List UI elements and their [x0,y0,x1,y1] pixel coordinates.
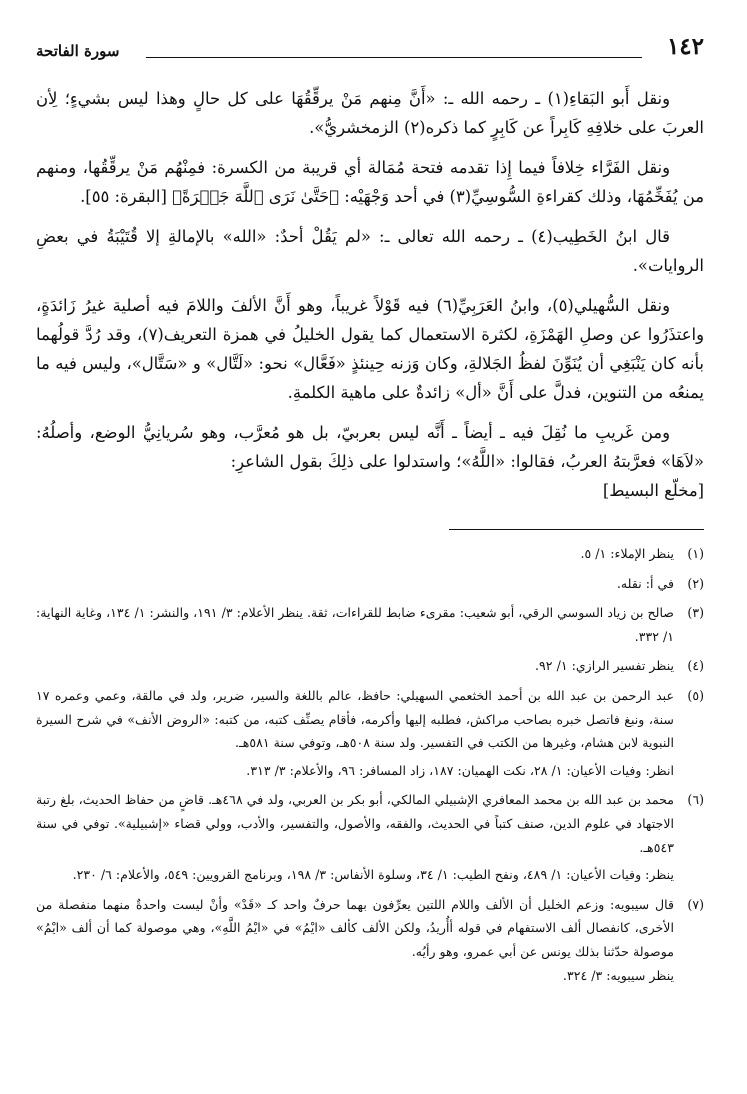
footnote-text: عبد الرحمن بن عبد الله بن أحمد الخثعمي السهيلي: حافظ، عالم باللغة والسير، ضرير، ولد في مالقة، وعمي وعمره ١٧ سنة، ونبغ فاتصل خبره بصاحب مراكش، فطلبه إليها وأكرمه، فأقام يصنِّف كتبه، من كتبه: «الروض الأنف» في شرح السيرة النبوية لابن هشام، وغيرها من الكتب في التفسير. ولد سنة ٥٠٨هـ، وتوفي سنة ٥٨١هـ. [36,687,674,751]
footnote-number: (٤) [687,658,704,674]
footnote-text: في أ: نقله. [616,575,674,591]
footnote-text: قال سيبويه: وزعم الخليل أن الألف واللام اللتين يعرِّفون بهما حرفٌ واحد كـ «قَدْ» وأنْ ليست واحدةٌ منهما منفصلة من الأخرى، كانفصال ألف الاستفهام في قوله أأُريدُ، ولكن الألف كألف «ايْمُ» في «ايْمُ اللَّهِ»، وهي موصولة كما أن ألف «ايْمُ» موصولة حدّثنا بذلك يونس عن أبي عمرو، وهو رأيُه. [36,896,674,959]
page-header [36,30,704,60]
paragraph: ونقل أَبو البَقاءِ(١) ـ رحمه الله ـ: «أَنَّ مِنهم مَنْ يرقِّقُهَا على كل حالٍ وهذا ليس بشيءٍ؛ لِأن العربَ على خلافِهِ كَابِراً عن كَابِرٍ كما ذكره(٢) الزمخشريُّ». [36,89,704,137]
footnote-text: محمد بن عبد الله بن محمد المعافري الإشبيلي المالكي، أبو بكر بن العربي، ولد في ٤٦٨هـ. قاضٍ من حفاظ الحديث، بلغ رتبة الاجتهاد في علوم الدين، صنف كتباً في الحديث، والفقه، والأصول، والتفسير، والأدب، وولي قضاء «إشبيلية». توفي في سنة ٥٤٣هـ. [36,792,674,855]
footnote [36,893,704,987]
page [36,30,704,993]
poetic-meter-label: [مخلّع البسيط] [602,481,704,500]
footnote [36,684,704,782]
footnote-references: ينظر سيبويه: ٣/ ٣٢٤. [562,967,674,983]
footnote-number: (٧) [687,896,704,912]
footnote [36,601,704,648]
footnote-references: ينظر: وفيات الأعيان: ١/ ٤٨٩، ونفح الطيب: ١/ ٣٤، وسلوة الأنفاس: ٣/ ١٩٨، وبرنامج القرويين: ٥٤٩، والأعلام: ٦/ ٢٣٠. [72,867,674,883]
footnote [36,542,704,566]
page-number: ١٤٢ [666,33,704,60]
footnote-text: ينظر تفسير الرازي: ١/ ٩٢. [535,658,674,674]
footnote-separator [449,529,704,530]
footnotes [36,542,704,987]
paragraph: ونقل الفَرَّاء خِلافاً فيما إِذا تقدمه فتحة مُمَالة أي قريبة من الكسرة: فمِنْهُم مَنْ يرقِّقُها، ومنهم من يُفَخِّمُهَا، وذلك كقراءةِ السُّوسِيِّ(٣) في أحد وَجْهَيْه: ﴿حَتَّىٰ نَرَى ٱللَّهَ جَهۡرَةً﴾ [البقرة: ٥٥]. [36,158,704,206]
footnote [36,572,704,596]
footnote-text: ينظر الإملاء: ١/ ٥. [580,546,674,561]
footnote-number: (١) [687,546,704,561]
surah-title: سورة الفاتحة [36,42,120,60]
footnote-text: صالح بن زياد السوسي الرقي، أبو شعيب: مقرىء ضابط للقراءات، ثقة. ينظر الأعلام: ٣/ ١٩١، والنشر: ١/ ١٣٤، وغاية النهاية: ١/ ٣٣٢. [36,605,674,644]
paragraph: ونقل السُّهيلي(٥)، وابنُ العَرَبِيِّ(٦) فيه قَوْلاً غريباً، وهو أَنَّ الألفَ واللامَ فيه أصلية غيرُ زَائدَةٍ، واعتذَرُوا عن وصلِ الهَمْزَةِ، لكثرة الاستعمال كما يقول الخليلُ في همزة التعريف(٧)، وقد رُدَّ قولُهما بأنه كان يَنْبَغِي أن يُنَوِّنَ لفظُ الجَلالةِ، وكان وَزنه حِينئذٍ «فَعَّال» نحو: «لَتَّال» و «سَتَّال»، وليس فيه ما يمنعُه من التنوين، فدلَّ على أَنَّ «أل» زائدةٌ على ماهية الكلمةِ. [36,296,704,402]
footnote-references: انظر: وفيات الأعيان: ١/ ٢٨، نكت الهميان: ١٨٧، زاد المسافر: ٩٦، والأعلام: ٣/ ٣١٣. [246,762,674,778]
header-rule [146,57,642,58]
footnote [36,654,704,678]
paragraph: ومن غَريبِ ما نُقِلَ فيه ـ أيضاً ـ أَنَّه ليس بعربيّ، بل هو مُعرَّب، وهو سُريانِيُّ الوضع، وأصلُهُ: «لاَهَا» فعرَّبتهُ العربُ، فقالوا: «اللَّهُ»؛ واستدلوا على ذلِكَ بقول الشاعرِ: [36,423,704,471]
paragraph: قال ابنُ الخَطِيب(٤) ـ رحمه الله تعالى ـ: «لم يَقُلْ أحدٌ: «الله» بالإمالةِ إلا قُتَيْبَةُ في بعضِ الروايات». [36,227,704,275]
footnote-number: (٣) [687,605,704,621]
footnote-number: (٦) [687,792,704,808]
main-text [36,84,704,505]
footnote-number: (٢) [687,575,704,591]
footnote-number: (٥) [687,687,704,703]
footnote [36,788,704,886]
